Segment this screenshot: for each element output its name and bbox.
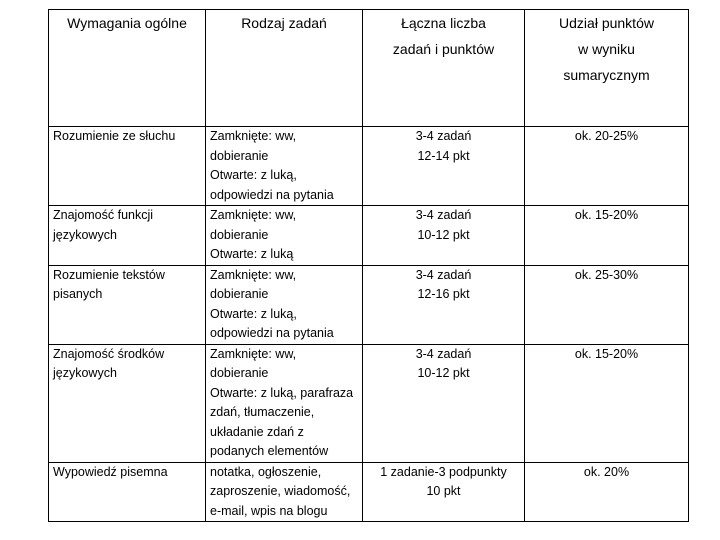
header-task-count-points: Łączna liczba zadań i punktów (363, 10, 525, 127)
general-requirement-cell: Znajomość środków językowych (49, 344, 206, 462)
task-types-cell: Zamknięte: ww, dobieranie Otwarte: z luką, odpowiedzi na pytania (206, 127, 363, 206)
exam-requirements-table (48, 9, 689, 522)
header-task-types: Rodzaj zadań (206, 10, 363, 127)
task-types-cell: Zamknięte: ww, dobieranie Otwarte: z luką, odpowiedzi na pytania (206, 265, 363, 344)
header-score-share: Udział punktów w wyniku sumarycznym (525, 10, 689, 127)
general-requirement-cell: Znajomość funkcji językowych (49, 206, 206, 266)
general-requirement-cell: Rozumienie ze słuchu (49, 127, 206, 206)
score-share-cell: ok. 20-25% (525, 127, 689, 206)
task-types-cell: Zamknięte: ww, dobieranie Otwarte: z luką, parafraza zdań, tłumaczenie, układanie zdań z podanych elementów (206, 344, 363, 462)
score-share-cell: ok. 25-30% (525, 265, 689, 344)
score-share-cell: ok. 15-20% (525, 344, 689, 462)
table-row (49, 127, 689, 206)
table-row (49, 462, 689, 522)
header-general-requirements: Wymagania ogólne (49, 10, 206, 127)
general-requirement-cell: Rozumienie tekstów pisanych (49, 265, 206, 344)
table-row (49, 265, 689, 344)
table-row (49, 206, 689, 266)
task-count-cell: 3-4 zadań 12-16 pkt (363, 265, 525, 344)
task-count-cell: 3-4 zadań 10-12 pkt (363, 344, 525, 462)
header-row (49, 10, 689, 127)
task-types-cell: notatka, ogłoszenie, zaproszenie, wiadomość, e-mail, wpis na blogu (206, 462, 363, 522)
task-count-cell: 3-4 zadań 10-12 pkt (363, 206, 525, 266)
task-count-cell: 1 zadanie-3 podpunkty 10 pkt (363, 462, 525, 522)
task-count-cell: 3-4 zadań 12-14 pkt (363, 127, 525, 206)
score-share-cell: ok. 15-20% (525, 206, 689, 266)
score-share-cell: ok. 20% (525, 462, 689, 522)
table-row (49, 344, 689, 462)
task-types-cell: Zamknięte: ww, dobieranie Otwarte: z luką (206, 206, 363, 266)
general-requirement-cell: Wypowiedź pisemna (49, 462, 206, 522)
